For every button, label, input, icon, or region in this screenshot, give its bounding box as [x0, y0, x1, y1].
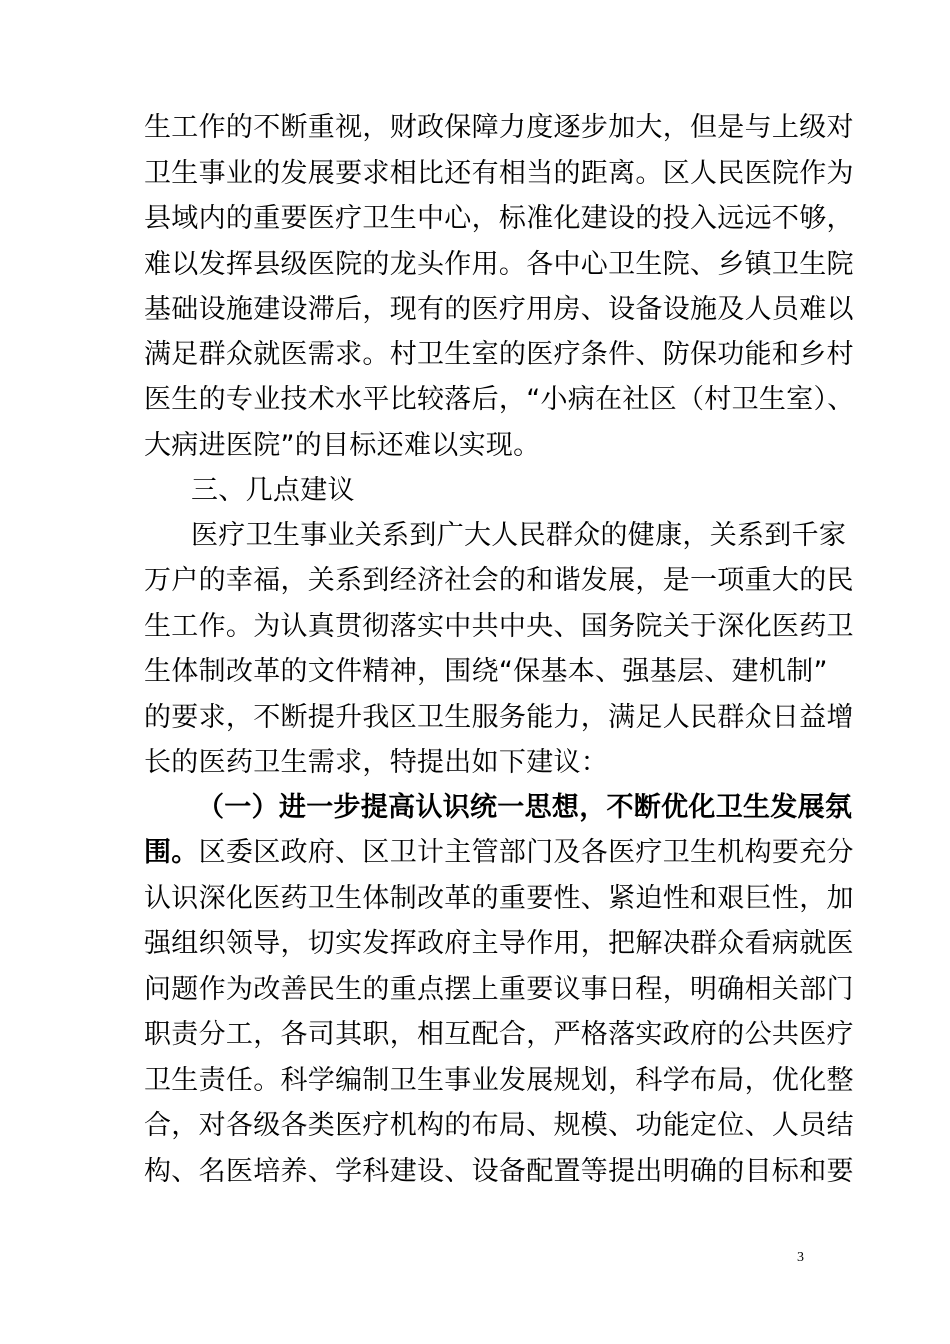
body-text-line: 医疗卫生事业关系到广大人民群众的健康，关系到千家	[191, 520, 847, 551]
body-text-line: 问题作为改善民生的重点摆上重要议事日程，明确相关部门	[144, 974, 854, 1005]
body-text-line: 职责分工，各司其职，相互配合，严格落实政府的公共医疗	[144, 1019, 854, 1050]
body-text-line: 难以发挥县级医院的龙头作用。各中心卫生院、乡镇卫生院	[144, 249, 854, 280]
body-text-line: 长的医药卫生需求，特提出如下建议：	[144, 747, 609, 778]
body-text-line: 卫生事业的发展要求相比还有相当的距离。区人民医院作为	[144, 158, 854, 189]
body-text-line: 县域内的重要医疗卫生中心，标准化建设的投入远远不够，	[144, 203, 854, 234]
body-text-line: 合，对各级各类医疗机构的布局、规模、功能定位、人员结	[144, 1110, 854, 1141]
body-text-line: 生工作的不断重视，财政保障力度逐步加大，但是与上级对	[144, 112, 854, 143]
body-text-line: 强组织领导，切实发挥政府主导作用，把解决群众看病就医	[144, 928, 854, 959]
body-text-line: 医生的专业技术水平比较落后，“小病在社区（村卫生室）、	[144, 384, 855, 415]
body-text-line: 基础设施建设滞后，现有的医疗用房、设备设施及人员难以	[144, 294, 854, 325]
body-text-line: 的要求，不断提升我区卫生服务能力，满足人民群众日益增	[144, 702, 854, 733]
body-text-line: 满足群众就医需求。村卫生室的医疗条件、防保功能和乡村	[144, 339, 854, 370]
page-number: 3	[797, 1250, 804, 1265]
subsection-heading-end: 围。	[144, 837, 199, 868]
body-text-line: 认识深化医药卫生体制改革的重要性、紧迫性和艰巨性，加	[144, 883, 854, 914]
body-text-line	[144, 836, 854, 870]
body-text-line: 万户的幸福，关系到经济社会的和谐发展，是一项重大的民	[144, 565, 854, 596]
body-text-line: 生体制改革的文件精神，围绕“保基本、强基层、建机制”	[144, 656, 828, 687]
body-text-line: 生工作。为认真贯彻落实中共中央、国务院关于深化医药卫	[144, 611, 854, 642]
subsection-heading: （一）进一步提高认识统一思想，不断优化卫生发展氛	[197, 792, 853, 823]
body-text-line: 卫生责任。科学编制卫生事业发展规划，科学布局，优化整	[144, 1065, 854, 1096]
body-text-line: 构、名医培养、学科建设、设备配置等提出明确的目标和要	[144, 1156, 854, 1187]
section-heading: 三、几点建议	[191, 475, 355, 506]
body-text-line: 大病进医院”的目标还难以实现。	[144, 430, 541, 461]
body-text-span: 区委区政府、区卫计主管部门及各医疗卫生机构要充分	[198, 837, 854, 868]
